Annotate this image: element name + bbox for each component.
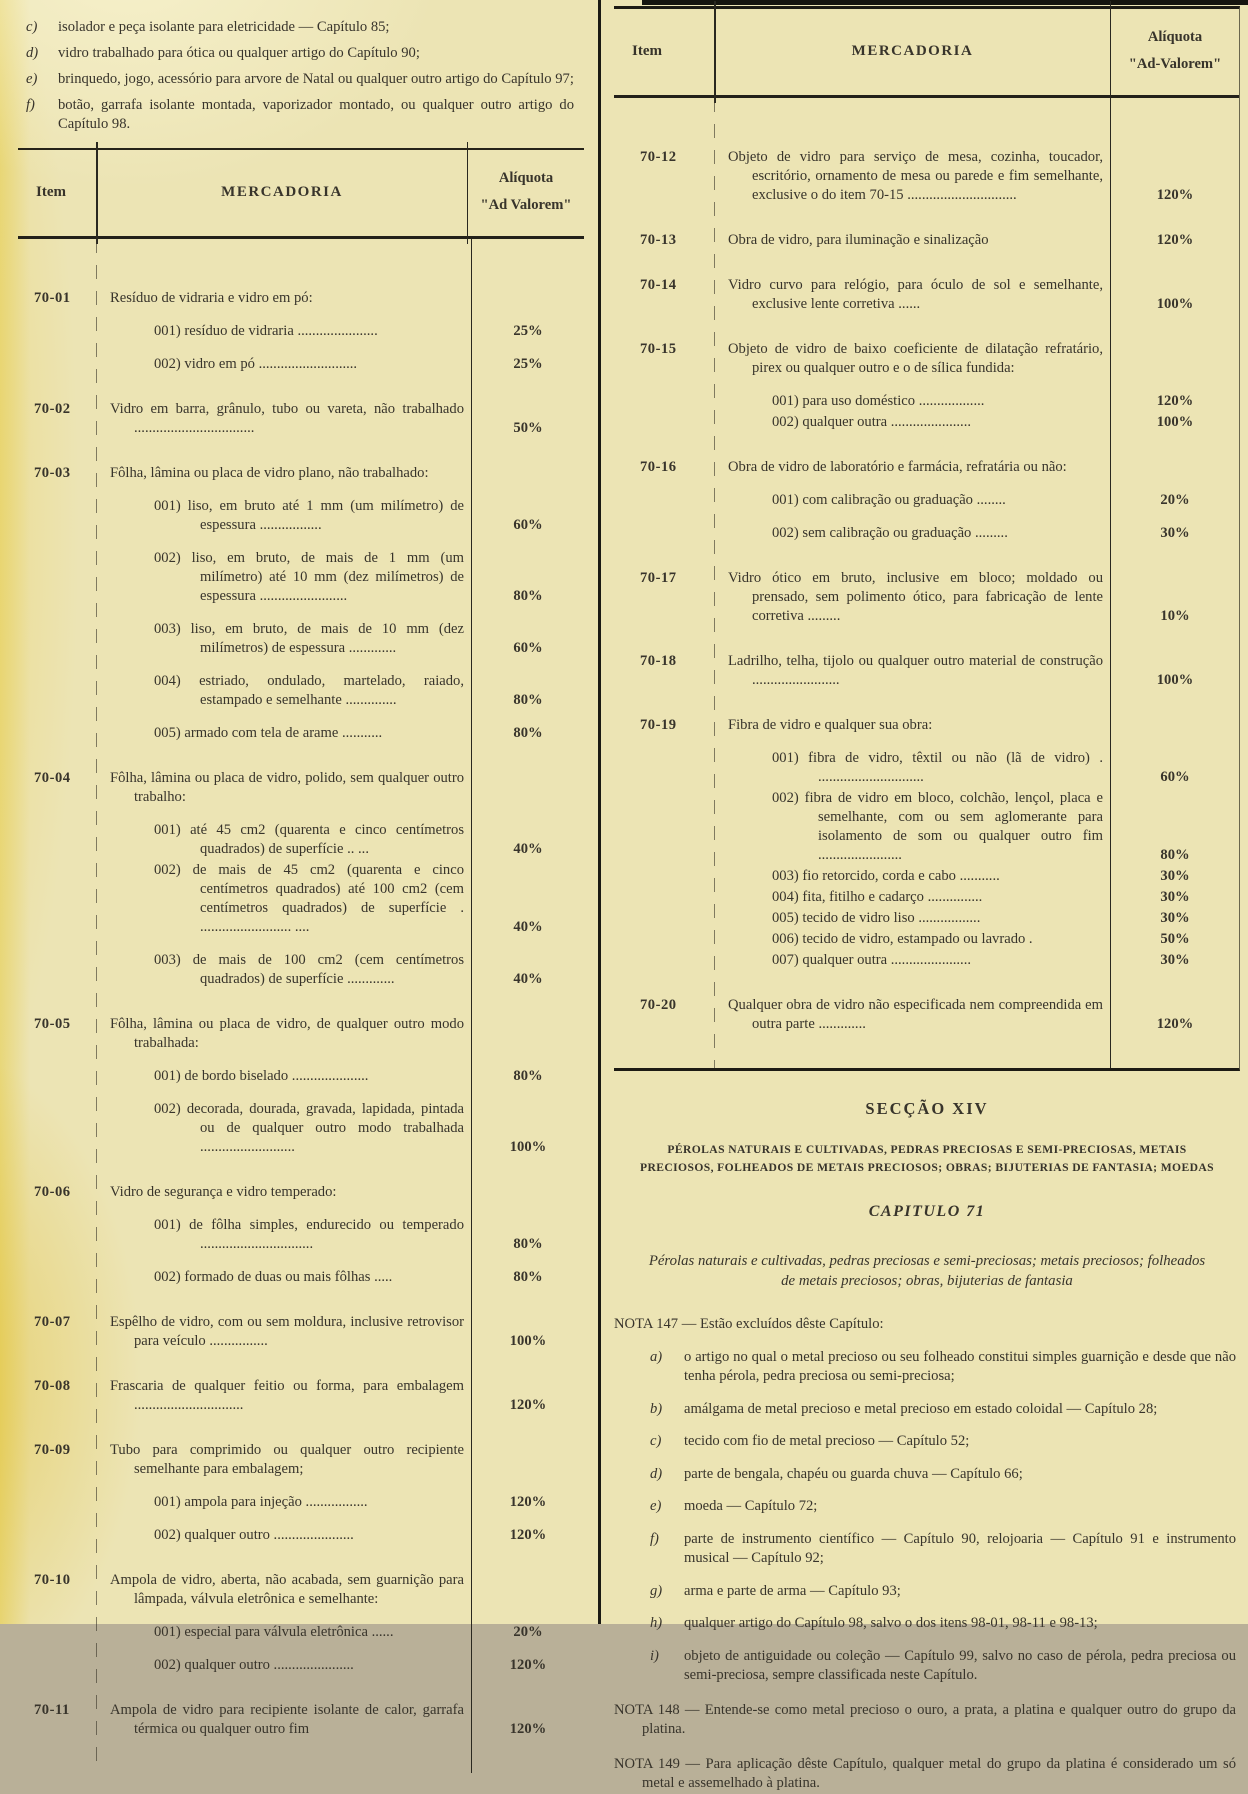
- intro-item-label: c): [26, 19, 38, 35]
- table-row: [614, 716, 1239, 735]
- item-code: 70-15: [640, 341, 677, 357]
- merchandise-text: Tubo para comprimido ou qualquer outro recipiente semelhante para embalagem;: [110, 1442, 464, 1477]
- ad-valorem-rate: 30%: [1160, 868, 1190, 884]
- merchandise-text: 003) de mais de 100 cm2 (cem centímetros quadrados) de superfície .............: [154, 952, 464, 987]
- table-row: [614, 909, 1239, 928]
- item-code: 70-20: [640, 997, 677, 1013]
- right-column: [614, 6, 1240, 1794]
- table-row: [18, 1183, 584, 1202]
- value-column-rule: [1110, 98, 1112, 1068]
- column-header-item: Item: [632, 42, 662, 59]
- ad-valorem-rate: 30%: [1160, 889, 1190, 905]
- nota-148: NOTA 148 — Entende-se como metal precioso o ouro, a prata, a platina e qualquer outro do grupo da platina.: [614, 1701, 1236, 1737]
- table-row: [18, 724, 584, 743]
- nota-item-text: arma e parte de arma — Capítulo 93;: [684, 1582, 901, 1599]
- ad-valorem-rate: 120%: [509, 1397, 547, 1413]
- nota-item-label: a): [650, 1348, 663, 1365]
- merchandise-text: 001) até 45 cm2 (quarenta e cinco centímetros quadrados) de superfície .. ...: [154, 822, 464, 857]
- nota-item-label: g): [650, 1582, 663, 1599]
- intro-item-text: botão, garrafa isolante montada, vaporizador montado, ou qualquer outro artigo do Capítulo 98.: [58, 97, 574, 132]
- item-code: 70-12: [640, 149, 677, 165]
- intro-item-text: isolador e peça isolante para eletricidade — Capítulo 85;: [58, 19, 390, 35]
- ad-valorem-rate: 100%: [509, 1333, 547, 1349]
- ad-valorem-rate: 60%: [513, 517, 543, 533]
- table-row: [614, 458, 1239, 477]
- ad-valorem-rate: 80%: [513, 588, 543, 604]
- left-table-header: [18, 150, 584, 239]
- intro-item-text: vidro trabalhado para ótica ou qualquer artigo do Capítulo 90;: [58, 45, 420, 61]
- table-row: [614, 996, 1239, 1034]
- merchandise-text: 001) com calibração ou graduação ........: [772, 492, 1006, 508]
- intro-item-label: e): [26, 71, 38, 87]
- right-tariff-table: [614, 6, 1240, 1071]
- merchandise-text: Ampola de vidro, aberta, não acabada, sem guarnição para lâmpada, válvula eletrônica e semelhante:: [110, 1572, 464, 1607]
- item-code: 70-17: [640, 570, 677, 586]
- merchandise-text: 004) estriado, ondulado, martelado, raiado, estampado e semelhante ..............: [154, 673, 464, 708]
- table-row: [18, 821, 584, 859]
- ad-valorem-rate: 20%: [1160, 492, 1190, 508]
- merchandise-text: 005) tecido de vidro liso .................: [772, 910, 981, 926]
- nota-item: [614, 1348, 1240, 1387]
- merchandise-text: Ampola de vidro para recipiente isolante de calor, garrafa térmica ou qualquer outro fim: [110, 1702, 464, 1737]
- item-code: 70-05: [34, 1016, 71, 1032]
- table-row: [614, 231, 1239, 250]
- table-row: [18, 289, 584, 308]
- merchandise-text: 001) fibra de vidro, têxtil ou não (lã de vidro) . .............................: [772, 750, 1103, 785]
- merchandise-text: 003) fio retorcido, corda e cabo ...........: [772, 868, 1000, 884]
- nota-item: [614, 1582, 1240, 1602]
- table-row: [614, 749, 1239, 787]
- nota-item-label: e): [650, 1498, 662, 1514]
- table-row: [18, 1526, 584, 1545]
- merchandise-text: 001) especial para válvula eletrônica ......: [154, 1624, 394, 1640]
- nota-item-text: parte de bengala, chapéu ou guarda chuva — Capítulo 66;: [684, 1465, 1023, 1482]
- nota-item-text: objeto de antiguidade ou coleção — Capítulo 99, salvo no caso de pérola, pedra preciosa ou semi-preciosa, sempre classificada neste Capítulo.: [684, 1647, 1236, 1683]
- ad-valorem-rate: 25%: [513, 323, 543, 339]
- header-rule: [1110, 1, 1112, 103]
- merchandise-text: Espêlho de vidro, com ou sem moldura, inclusive retrovisor para veículo ................: [110, 1314, 464, 1349]
- item-code: 70-10: [34, 1572, 71, 1588]
- merchandise-text: Vidro em barra, grânulo, tubo ou vareta, não trabalhado .................................: [110, 401, 464, 436]
- item-column-rule: [714, 98, 715, 1068]
- merchandise-text: 002) qualquer outra ......................: [772, 414, 972, 430]
- table-row: [614, 340, 1239, 378]
- table-row: [18, 1377, 584, 1415]
- table-row: [18, 355, 584, 374]
- ad-valorem-rate: 30%: [1160, 952, 1190, 968]
- ad-valorem-rate: 25%: [513, 356, 543, 372]
- table-row: [614, 491, 1239, 510]
- ad-valorem-rate: 50%: [1160, 931, 1190, 947]
- intro-item: [18, 70, 584, 89]
- nota-item-text: qualquer artigo do Capítulo 98, salvo o dos itens 98-01, 98-11 e 98-13;: [684, 1615, 1098, 1631]
- nota-149: NOTA 149 — Para aplicação dêste Capítulo, qualquer metal do grupo da platina é considerado um só metal e assemelhado à platina.: [614, 1755, 1236, 1791]
- table-row: [614, 652, 1239, 690]
- chapter-title: CAPITULO 71: [868, 1203, 986, 1220]
- nota-item-label: f): [650, 1530, 659, 1547]
- item-code: 70-11: [34, 1702, 70, 1718]
- nota-147-head: NOTA 147 — Estão excluídos dêste Capítulo:: [614, 1316, 884, 1332]
- table-row: [18, 464, 584, 483]
- section-xiv-block: [614, 1099, 1240, 1291]
- nota-item-label: b): [650, 1400, 663, 1417]
- merchandise-text: Fôlha, lâmina ou placa de vidro, de qualquer outro modo trabalhada:: [110, 1016, 464, 1051]
- item-code: 70-19: [640, 717, 677, 733]
- item-code: 70-02: [34, 401, 71, 417]
- merchandise-text: 002) fibra de vidro em bloco, colchão, lençol, placa e semelhante, com ou sem aglomerante para isolamento de som ou qualquer outro fim .......................: [772, 790, 1103, 863]
- ad-valorem-rate: 100%: [1156, 296, 1194, 312]
- merchandise-text: Ladrilho, telha, tijolo ou qualquer outro material de construção ........................: [728, 653, 1103, 688]
- merchandise-text: Obra de vidro de laboratório e farmácia, refratária ou não:: [728, 459, 1067, 475]
- ad-valorem-rate: 120%: [1156, 393, 1194, 409]
- column-header-mercadoria: MERCADORIA: [851, 42, 974, 59]
- ad-valorem-rate: 10%: [1160, 608, 1190, 624]
- ad-valorem-rate: 80%: [1160, 847, 1190, 863]
- ad-valorem-rate: 100%: [1156, 414, 1194, 430]
- column-header-aliquota: [468, 165, 584, 219]
- table-row: [614, 569, 1239, 626]
- item-code: 70-08: [34, 1378, 71, 1394]
- table-row: [18, 1441, 584, 1479]
- ad-valorem-rate: 80%: [513, 1068, 543, 1084]
- ad-valorem-rate: 40%: [513, 971, 543, 987]
- ad-valorem-rate: 20%: [513, 1624, 543, 1640]
- ad-valorem-rate: 80%: [513, 692, 543, 708]
- table-row: [18, 1268, 584, 1287]
- intro-item: [18, 44, 584, 63]
- left-tariff-table: [18, 148, 584, 1773]
- nota-item-text: o artigo no qual o metal precioso ou seu folheado constitui simples guarnição e desde que não tenha pérola, pedra preciosa ou semi-preciosa;: [684, 1348, 1236, 1384]
- ad-valorem-rate: 50%: [513, 420, 543, 436]
- nota-147-items: [614, 1348, 1240, 1686]
- merchandise-text: Obra de vidro, para iluminação e sinalização: [728, 232, 989, 248]
- table-row: [18, 769, 584, 807]
- table-row: [18, 1623, 584, 1642]
- ad-valorem-rate: 120%: [509, 1657, 547, 1673]
- ad-valorem-rate: 80%: [513, 1269, 543, 1285]
- table-row: [18, 1656, 584, 1675]
- column-header-aliquota: [1111, 24, 1239, 78]
- item-code: 70-03: [34, 465, 71, 481]
- table-row: [18, 549, 584, 606]
- table-row: [614, 413, 1239, 432]
- ad-valorem-rate: 60%: [513, 640, 543, 656]
- merchandise-text: Objeto de vidro de baixo coeficiente de dilatação refratário, pirex ou qualquer outro e o de sílica fundida:: [728, 341, 1103, 376]
- ad-valorem-rate: 40%: [513, 919, 543, 935]
- ad-valorem-rate: 120%: [509, 1721, 547, 1737]
- table-row: [18, 1701, 584, 1739]
- section-subtitle: PÉROLAS NATURAIS E CULTIVADAS, PEDRAS PRECIOSAS E SEMI-PRECIOSAS, METAIS PRECIOSOS, FOLHEADOS DE METAIS PRECIOSOS; OBRAS; BIJUTERIAS DE FANTASIA; MOEDAS: [639, 1143, 1215, 1174]
- table-row: [18, 672, 584, 710]
- nota-item-label: c): [650, 1433, 662, 1449]
- table-row: [18, 1216, 584, 1254]
- merchandise-text: 001) de bordo biselado .....................: [154, 1068, 369, 1084]
- aliquota-line-2: "Ad-Valorem": [1128, 56, 1222, 72]
- nota-item-text: moeda — Capítulo 72;: [684, 1498, 818, 1514]
- merchandise-text: 001) liso, em bruto até 1 mm (um milímetro) de espessura .................: [154, 498, 464, 533]
- left-table-body: [18, 239, 584, 1773]
- column-header-mercadoria: MERCADORIA: [221, 183, 343, 200]
- ad-valorem-rate: 120%: [509, 1494, 547, 1510]
- right-table-header: [614, 9, 1239, 98]
- table-row: [18, 620, 584, 658]
- table-row: [18, 1015, 584, 1053]
- nota-item-text: parte de instrumento científico — Capítulo 90, relojoaria — Capítulo 91 e instrumento musical — Capítulo 92;: [684, 1530, 1236, 1566]
- ad-valorem-rate: 30%: [1160, 910, 1190, 926]
- merchandise-text: Fôlha, lâmina ou placa de vidro, polido, sem qualquer outro trabalho:: [110, 770, 464, 805]
- merchandise-text: Fibra de vidro e qualquer sua obra:: [728, 717, 933, 733]
- merchandise-text: 002) formado de duas ou mais fôlhas .....: [154, 1269, 393, 1285]
- table-row: [614, 888, 1239, 907]
- merchandise-text: Vidro curvo para relógio, para óculo de sol e semelhante, exclusive lente corretiva ......: [728, 277, 1103, 312]
- item-code: 70-01: [34, 290, 71, 306]
- ad-valorem-rate: 100%: [1156, 672, 1194, 688]
- table-row: [18, 400, 584, 438]
- table-row: [614, 930, 1239, 949]
- nota-item: [614, 1432, 1240, 1452]
- scan-edge-artifact: [642, 0, 1248, 5]
- merchandise-text: Frascaria de qualquer feitio ou forma, para embalagem ..............................: [110, 1378, 464, 1413]
- item-code: 70-09: [34, 1442, 71, 1458]
- nota-item-text: tecido com fio de metal precioso — Capítulo 52;: [684, 1433, 970, 1449]
- item-code: 70-14: [640, 277, 677, 293]
- chapter-subtitle: Pérolas naturais e cultivadas, pedras preciosas e semi-preciosas; metais preciosos; folheados de metais preciosos; obras, bijuterias de fantasia: [648, 1253, 1206, 1289]
- table-row: [614, 867, 1239, 886]
- ad-valorem-rate: 30%: [1160, 525, 1190, 541]
- table-row: [18, 1493, 584, 1512]
- ad-valorem-rate: 80%: [513, 725, 543, 741]
- merchandise-text: 002) qualquer outro ......................: [154, 1657, 354, 1673]
- ad-valorem-rate: 120%: [1156, 1016, 1194, 1032]
- ad-valorem-rate: 80%: [513, 1236, 543, 1252]
- table-row: [614, 789, 1239, 865]
- intro-item: [18, 18, 584, 37]
- column-divider-rule: [598, 0, 601, 1624]
- merchandise-text: 002) decorada, dourada, gravada, lapidada, pintada ou de qualquer outro modo trabalhada ..........................: [154, 1101, 464, 1155]
- nota-item-text: amálgama de metal precioso e metal precioso em estado coloidal — Capítulo 28;: [684, 1400, 1158, 1417]
- nota-item-label: d): [650, 1465, 663, 1482]
- ad-valorem-rate: 100%: [509, 1139, 547, 1155]
- header-rule: [467, 142, 469, 244]
- section-title: SECÇÃO XIV: [865, 1099, 989, 1118]
- table-row: [614, 392, 1239, 411]
- item-code: 70-16: [640, 459, 677, 475]
- merchandise-text: Objeto de vidro para serviço de mesa, cozinha, toucador, escritório, ornamento de mesa ou parede e fim semelhante, exclusive o do item 70-15 ..............................: [728, 149, 1103, 203]
- intro-item-label: d): [26, 45, 39, 61]
- table-row: [614, 276, 1239, 314]
- ad-valorem-rate: 120%: [1156, 187, 1194, 203]
- column-header-item: Item: [36, 183, 66, 200]
- merchandise-text: 002) de mais de 45 cm2 (quarenta e cinco centímetros quadrados) até 100 cm2 (cem centímetros quadrados) de superfície . ......................... ....: [154, 862, 464, 935]
- nota-item-label: h): [650, 1615, 663, 1631]
- aliquota-line-2: "Ad Valorem": [480, 197, 572, 213]
- table-row: [614, 524, 1239, 543]
- merchandise-text: 002) liso, em bruto, de mais de 1 mm (um milímetro) até 10 mm (dez milímetros) de espessura ........................: [154, 550, 464, 604]
- nota-item: [614, 1400, 1240, 1420]
- merchandise-text: 004) fita, fitilho e cadarço ...............: [772, 889, 983, 905]
- merchandise-text: 001) de fôlha simples, endurecido ou temperado ...............................: [154, 1217, 464, 1252]
- nota-item: [614, 1465, 1240, 1485]
- merchandise-text: 002) vidro em pó ...........................: [154, 356, 358, 372]
- item-code: 70-13: [640, 232, 677, 248]
- table-row: [18, 1100, 584, 1157]
- item-column-rule: [96, 239, 97, 1773]
- nota-item-label: i): [650, 1647, 659, 1664]
- table-row: [18, 951, 584, 989]
- header-rule: [96, 142, 98, 244]
- merchandise-text: 007) qualquer outra ......................: [772, 952, 972, 968]
- table-row: [18, 322, 584, 341]
- aliquota-line-1: Alíquota: [1147, 29, 1203, 45]
- table-row: [18, 1067, 584, 1086]
- table-row: [614, 148, 1239, 205]
- merchandise-text: Vidro ótico em bruto, inclusive em bloco; moldado ou prensado, sem polimento ótico, para fabricação de lente corretiva .........: [728, 570, 1103, 624]
- intro-item: [18, 96, 584, 134]
- table-row: [18, 1313, 584, 1351]
- notes-block: [614, 1315, 1240, 1794]
- table-row: [18, 1571, 584, 1609]
- merchandise-text: 001) para uso doméstico ..................: [772, 393, 985, 409]
- left-column: [18, 18, 584, 1773]
- ad-valorem-rate: 40%: [513, 841, 543, 857]
- nota-item: [614, 1497, 1240, 1517]
- merchandise-text: 003) liso, em bruto, de mais de 10 mm (dez milímetros) de espessura .............: [154, 621, 464, 656]
- item-code: 70-06: [34, 1184, 71, 1200]
- table-row: [18, 497, 584, 535]
- table-row: [614, 951, 1239, 970]
- intro-item-text: brinquedo, jogo, acessório para arvore de Natal ou qualquer outro artigo do Capítulo 97;: [58, 71, 574, 87]
- merchandise-text: Fôlha, lâmina ou placa de vidro plano, não trabalhado:: [110, 465, 429, 481]
- ad-valorem-rate: 120%: [509, 1527, 547, 1543]
- intro-list: [18, 18, 584, 134]
- merchandise-text: Resíduo de vidraria e vidro em pó:: [110, 290, 313, 306]
- header-rule: [714, 1, 716, 103]
- item-code: 70-18: [640, 653, 677, 669]
- nota-item: [614, 1647, 1240, 1686]
- nota-item: [614, 1530, 1240, 1569]
- merchandise-text: 001) resíduo de vidraria ......................: [154, 323, 378, 339]
- merchandise-text: 006) tecido de vidro, estampado ou lavrado .: [772, 931, 1033, 947]
- nota-item: [614, 1614, 1240, 1634]
- intro-item-label: f): [26, 97, 35, 113]
- value-column-rule: [471, 239, 473, 1773]
- merchandise-text: 001) ampola para injeção .................: [154, 1494, 368, 1510]
- ad-valorem-rate: 120%: [1156, 232, 1194, 248]
- merchandise-text: Qualquer obra de vidro não especificada nem compreendida em outra parte .............: [728, 997, 1103, 1032]
- merchandise-text: 002) sem calibração ou graduação .........: [772, 525, 1008, 541]
- right-table-body: [614, 98, 1239, 1068]
- item-code: 70-04: [34, 770, 71, 786]
- item-code: 70-07: [34, 1314, 71, 1330]
- merchandise-text: 002) qualquer outro ......................: [154, 1527, 354, 1543]
- merchandise-text: 005) armado com tela de arame ...........: [154, 725, 383, 741]
- merchandise-text: Vidro de segurança e vidro temperado:: [110, 1184, 337, 1200]
- ad-valorem-rate: 60%: [1160, 769, 1190, 785]
- aliquota-line-1: Alíquota: [498, 170, 554, 186]
- table-row: [18, 861, 584, 937]
